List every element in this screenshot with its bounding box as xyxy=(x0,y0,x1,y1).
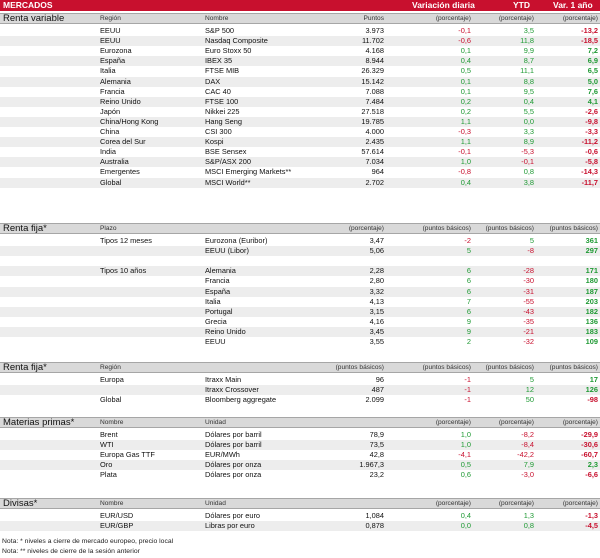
row-name: CSI 300 xyxy=(205,127,232,136)
row-annual: 7,2 xyxy=(587,46,598,56)
row-region: Brent xyxy=(100,430,118,439)
row-region: WTI xyxy=(100,440,114,450)
row-daily: -0,1 xyxy=(458,147,471,157)
row-ytd: 8,7 xyxy=(523,56,534,66)
row-level: 26.329 xyxy=(361,66,384,76)
row-level: 3,45 xyxy=(369,326,384,336)
row-ytd: 8,9 xyxy=(523,137,534,147)
row-level: 2.099 xyxy=(365,395,384,405)
header-daily: (porcentaje) xyxy=(435,419,471,426)
row-ytd: -43 xyxy=(523,306,534,316)
header-ytd: (porcentaje) xyxy=(498,419,534,426)
header-puntos: Puntos xyxy=(363,15,384,22)
rv-row xyxy=(0,26,600,36)
row-annual: 171 xyxy=(585,266,598,276)
row-level: 19.785 xyxy=(361,116,384,126)
row-name: Dólares por onza xyxy=(205,470,262,480)
row-level: 73,5 xyxy=(369,440,384,450)
row-daily: 9 xyxy=(466,316,471,326)
rf1-row xyxy=(0,256,600,266)
header-puntos: (puntos básicos) xyxy=(335,364,384,371)
row-name: Portugal xyxy=(205,306,233,316)
header-ytd: (porcentaje) xyxy=(498,15,534,22)
row-level: 4,16 xyxy=(369,316,384,326)
row-region: Japón xyxy=(100,106,121,116)
row-region: Eurozona xyxy=(100,46,132,56)
row-region: India xyxy=(100,147,117,157)
row-name: EEUU xyxy=(205,337,226,346)
row-name: CAC 40 xyxy=(205,86,231,96)
row-daily: -1 xyxy=(464,375,471,384)
row-annual: -29,9 xyxy=(581,430,598,439)
row-level: 27.518 xyxy=(361,106,384,116)
row-name: Dólares por barril xyxy=(205,440,262,450)
row-ytd: -8,2 xyxy=(521,430,534,439)
row-ytd: 5,5 xyxy=(523,106,534,116)
row-name: Dólares por barril xyxy=(205,430,262,439)
row-ytd: 12 xyxy=(525,385,534,395)
row-region: Francia xyxy=(100,86,125,96)
mp-row xyxy=(0,430,600,440)
mp-row xyxy=(0,470,600,480)
row-ytd: -30 xyxy=(523,276,534,286)
row-daily: 0,6 xyxy=(460,470,471,480)
row-region: EEUU xyxy=(100,36,121,46)
row-region: Global xyxy=(100,177,122,187)
row-level: 7.484 xyxy=(365,96,384,106)
row-name: Nikkei 225 xyxy=(205,106,240,116)
row-level: 3,15 xyxy=(369,306,384,316)
rv-row xyxy=(0,66,600,76)
mp-row xyxy=(0,440,600,450)
rf2-section-title: Renta fija* xyxy=(3,362,47,373)
row-daily: 6 xyxy=(466,266,471,276)
row-annual: 126 xyxy=(585,385,598,395)
row-name: Francia xyxy=(205,276,230,286)
row-annual: 183 xyxy=(585,326,598,336)
row-level: 3,47 xyxy=(369,236,384,245)
dv-header-row xyxy=(0,499,600,509)
row-annual: 4,1 xyxy=(587,96,598,106)
rv-row xyxy=(0,167,600,177)
row-daily: 1,0 xyxy=(460,430,471,439)
header-annual: (porcentaje) xyxy=(562,15,598,22)
row-annual: 6,9 xyxy=(587,56,598,66)
row-daily: 0,4 xyxy=(460,56,471,66)
rv-row xyxy=(0,56,600,66)
row-region: EEUU xyxy=(100,26,121,35)
row-annual: 6,5 xyxy=(587,66,598,76)
note-2: Nota: ** niveles de cierre de la sesión anterior xyxy=(2,548,140,555)
row-ytd: 0,4 xyxy=(523,96,534,106)
header-puntos: (porcentaje) xyxy=(348,225,384,232)
row-ytd: 3,3 xyxy=(523,127,534,136)
row-level: 15.142 xyxy=(361,76,384,86)
header-region: Región xyxy=(100,15,121,22)
row-level: 1.967,3 xyxy=(359,460,384,470)
row-name: Dólares por onza xyxy=(205,460,262,470)
row-ytd: -8 xyxy=(527,246,534,256)
row-name: FTSE MIB xyxy=(205,66,240,76)
row-name: Bloomberg aggregate xyxy=(205,395,277,405)
row-ytd: 50 xyxy=(525,395,534,405)
rf1-row xyxy=(0,317,600,327)
row-level: 78,9 xyxy=(369,430,384,439)
row-daily: 1,0 xyxy=(460,157,471,167)
row-daily: 7 xyxy=(466,296,471,306)
header-nombre: Nombre xyxy=(205,15,229,22)
row-level: 7.034 xyxy=(365,157,384,167)
row-daily: -0,1 xyxy=(458,26,471,35)
rv-row xyxy=(0,147,600,157)
row-name: MSCI Emerging Markets** xyxy=(205,167,292,177)
col-head-diaria: Variación diaria xyxy=(412,0,475,10)
row-ytd: 0,0 xyxy=(523,116,534,126)
header-nombre: Unidad xyxy=(205,419,226,426)
row-annual: -14,3 xyxy=(581,167,598,177)
row-region: EUR/USD xyxy=(100,511,134,520)
row-name: Reino Unido xyxy=(205,326,246,336)
row-annual: 7,6 xyxy=(587,86,598,96)
row-name: Italia xyxy=(205,296,221,306)
row-level: 964 xyxy=(371,167,384,177)
rf1-row xyxy=(0,236,600,246)
row-name: S&P 500 xyxy=(205,26,235,35)
row-ytd: 5 xyxy=(529,375,534,384)
row-region: Oro xyxy=(100,460,113,470)
row-level: 42,8 xyxy=(369,450,384,460)
row-annual: 187 xyxy=(585,286,598,296)
row-ytd: 3,5 xyxy=(523,26,534,35)
header-annual: (porcentaje) xyxy=(562,419,598,426)
row-level: 8.944 xyxy=(365,56,384,66)
header-region: Nombre xyxy=(100,500,124,507)
rv-row xyxy=(0,157,600,167)
header-region: Región xyxy=(100,364,121,371)
rv-section-title: Renta variable xyxy=(3,13,65,24)
row-ytd: -5,3 xyxy=(521,147,534,157)
row-name: Itraxx Main xyxy=(205,375,242,384)
row-name: Hang Seng xyxy=(205,116,242,126)
row-daily: -0,6 xyxy=(458,36,471,46)
rf1-row xyxy=(0,276,600,286)
row-daily: 0,2 xyxy=(460,96,471,106)
row-annual: -98 xyxy=(587,395,598,405)
header-daily: (porcentaje) xyxy=(435,500,471,507)
row-annual: 17 xyxy=(589,375,598,384)
row-ytd: -55 xyxy=(523,296,534,306)
row-region: Europa xyxy=(100,375,124,384)
row-name: Itraxx Crossover xyxy=(205,385,259,395)
row-daily: 6 xyxy=(466,286,471,296)
row-ytd: -21 xyxy=(523,326,534,336)
mp-section-title: Materias primas* xyxy=(3,417,75,428)
row-annual: 203 xyxy=(585,296,598,306)
row-level: 4,13 xyxy=(369,296,384,306)
row-daily: 0,1 xyxy=(460,86,471,96)
row-name: Dólares por euro xyxy=(205,511,261,520)
row-level: 57.614 xyxy=(361,147,384,157)
rv-row xyxy=(0,36,600,46)
header-ytd: (puntos básicos) xyxy=(485,364,534,371)
row-name: DAX xyxy=(205,76,221,86)
rf2-row xyxy=(0,395,600,405)
row-level: 11.702 xyxy=(361,36,384,46)
row-annual: 180 xyxy=(585,276,598,286)
row-daily: 6 xyxy=(466,306,471,316)
row-daily: 1,0 xyxy=(460,440,471,450)
row-ytd: 3,8 xyxy=(523,177,534,187)
row-annual: 109 xyxy=(585,337,598,346)
row-region: China xyxy=(100,127,120,136)
row-name: MSCI World** xyxy=(205,177,251,187)
dv-row xyxy=(0,521,600,531)
row-annual: -6,6 xyxy=(585,470,598,480)
dv-row xyxy=(0,511,600,521)
rv-row xyxy=(0,127,600,137)
row-name: EEUU (Libor) xyxy=(205,246,249,256)
row-level: 487 xyxy=(371,385,384,395)
row-region: EUR/GBP xyxy=(100,521,134,531)
mp-row xyxy=(0,450,600,460)
row-daily: 5 xyxy=(466,246,471,256)
row-name: Eurozona (Euribor) xyxy=(205,236,268,245)
row-level: 2.435 xyxy=(365,137,384,147)
row-level: 3,55 xyxy=(369,337,384,346)
col-head-anual: Var. 1 año xyxy=(553,0,593,10)
title-bar xyxy=(0,0,600,11)
rv-row xyxy=(0,107,600,117)
row-daily: 0,1 xyxy=(460,46,471,56)
row-daily: 1,1 xyxy=(460,116,471,126)
row-ytd: -35 xyxy=(523,316,534,326)
row-region: Alemania xyxy=(100,76,131,86)
row-level: 5,06 xyxy=(369,246,384,256)
row-level: 0,878 xyxy=(365,521,384,531)
row-annual: 361 xyxy=(585,236,598,245)
row-daily: -0,8 xyxy=(458,167,471,177)
row-daily: 6 xyxy=(466,276,471,286)
row-ytd: -28 xyxy=(523,266,534,276)
row-name: Libras por euro xyxy=(205,521,255,531)
row-annual: -11,7 xyxy=(581,177,598,187)
row-annual: -18,5 xyxy=(581,36,598,46)
row-annual: 182 xyxy=(585,306,598,316)
row-daily: -1 xyxy=(464,385,471,395)
page-title: MERCADOS xyxy=(3,0,53,10)
row-ytd: 11,8 xyxy=(520,36,534,46)
row-name: Euro Stoxx 50 xyxy=(205,46,252,56)
row-region: Tipos 12 meses xyxy=(100,236,152,245)
header-annual: (puntos básicos) xyxy=(549,225,598,232)
row-ytd: 7,9 xyxy=(523,460,534,470)
header-ytd: (puntos básicos) xyxy=(485,225,534,232)
rf1-row xyxy=(0,287,600,297)
row-annual: 297 xyxy=(585,246,598,256)
row-region: China/Hong Kong xyxy=(100,116,159,126)
rv-row xyxy=(0,77,600,87)
row-daily: 1,1 xyxy=(460,137,471,147)
row-level: 3,32 xyxy=(369,286,384,296)
row-name: Alemania xyxy=(205,266,236,276)
rv-row xyxy=(0,117,600,127)
row-name: Kospi xyxy=(205,137,224,147)
row-level: 2.702 xyxy=(365,177,384,187)
row-daily: -4,1 xyxy=(458,450,471,460)
row-annual: -1,3 xyxy=(585,511,598,520)
row-daily: 0,2 xyxy=(460,106,471,116)
rv-row xyxy=(0,46,600,56)
row-region: Italia xyxy=(100,66,116,76)
row-ytd: -3,0 xyxy=(521,470,534,480)
row-annual: -13,2 xyxy=(581,26,598,35)
rv-header-row xyxy=(0,14,600,24)
header-region: Nombre xyxy=(100,419,124,426)
header-daily: (puntos básicos) xyxy=(422,225,471,232)
row-daily: 0,4 xyxy=(460,177,471,187)
rv-row xyxy=(0,178,600,188)
row-region: Reino Unido xyxy=(100,96,141,106)
row-name: Nasdaq Composite xyxy=(205,36,268,46)
rf1-row xyxy=(0,246,600,256)
row-ytd: 5 xyxy=(529,236,534,245)
rv-row xyxy=(0,97,600,107)
rf2-header-row xyxy=(0,363,600,373)
row-annual: 2,3 xyxy=(587,460,598,470)
header-region: Plazo xyxy=(100,225,117,232)
row-level: 96 xyxy=(375,375,384,384)
row-ytd: 9,9 xyxy=(523,46,534,56)
row-name: BSE Sensex xyxy=(205,147,247,157)
row-daily: 0,5 xyxy=(460,66,471,76)
header-nombre: Unidad xyxy=(205,500,226,507)
row-region: Plata xyxy=(100,470,117,480)
row-region: España xyxy=(100,56,126,66)
row-name: IBEX 35 xyxy=(205,56,233,66)
row-level: 2,28 xyxy=(369,266,384,276)
rv-row xyxy=(0,137,600,147)
row-name: España xyxy=(205,286,231,296)
row-daily: -1 xyxy=(464,395,471,405)
row-ytd: 1,3 xyxy=(523,511,534,520)
row-level: 2,80 xyxy=(369,276,384,286)
row-ytd: -0,1 xyxy=(521,157,534,167)
row-ytd: 9,5 xyxy=(523,86,534,96)
row-annual: 5,0 xyxy=(587,76,598,86)
row-annual: -4,5 xyxy=(585,521,598,531)
row-ytd: 0,8 xyxy=(523,167,534,177)
header-ytd: (porcentaje) xyxy=(498,500,534,507)
rf1-row xyxy=(0,266,600,276)
row-level: 4.000 xyxy=(365,127,384,136)
row-annual: -9,8 xyxy=(585,116,598,126)
note-1: Nota: * niveles a cierre de mercado europeo, precio local xyxy=(2,538,174,545)
row-name: FTSE 100 xyxy=(205,96,239,106)
row-region: Global xyxy=(100,395,122,405)
row-daily: -0,3 xyxy=(458,127,471,136)
rf1-row xyxy=(0,337,600,347)
row-ytd: -8,4 xyxy=(521,440,534,450)
row-region: Australia xyxy=(100,157,129,167)
rf1-row xyxy=(0,307,600,317)
row-annual: -60,7 xyxy=(581,450,598,460)
row-ytd: -32 xyxy=(523,337,534,346)
row-daily: 0,5 xyxy=(460,460,471,470)
mp-row xyxy=(0,460,600,470)
rv-row xyxy=(0,87,600,97)
row-annual: -2,6 xyxy=(585,106,598,116)
row-region: Tipos 10 años xyxy=(100,266,147,276)
col-head-ytd: YTD xyxy=(513,0,530,10)
rf2-row xyxy=(0,375,600,385)
rf1-section-title: Renta fija* xyxy=(3,223,47,234)
row-daily: 2 xyxy=(466,337,471,346)
row-annual: 136 xyxy=(585,316,598,326)
row-level: 7.088 xyxy=(365,86,384,96)
row-level: 3.973 xyxy=(365,26,384,35)
row-region: Emergentes xyxy=(100,167,140,177)
rf1-header-row xyxy=(0,224,600,234)
header-annual: (porcentaje) xyxy=(562,500,598,507)
header-annual: (puntos básicos) xyxy=(549,364,598,371)
row-ytd: 8,8 xyxy=(523,76,534,86)
row-name: S&P/ASX 200 xyxy=(205,157,252,167)
row-daily: -2 xyxy=(464,236,471,245)
row-annual: -30,6 xyxy=(581,440,598,450)
row-level: 23,2 xyxy=(369,470,384,480)
row-level: 1,084 xyxy=(365,511,384,520)
rf1-row xyxy=(0,297,600,307)
row-name: EUR/MWh xyxy=(205,450,240,460)
row-annual: -11,2 xyxy=(581,137,598,147)
dv-section-title: Divisas* xyxy=(3,498,38,509)
rf2-row xyxy=(0,385,600,395)
row-region: Corea del Sur xyxy=(100,137,146,147)
row-daily: 9 xyxy=(466,326,471,336)
row-daily: 0,0 xyxy=(460,521,471,531)
row-annual: -3,3 xyxy=(585,127,598,136)
row-ytd: 11,1 xyxy=(520,66,534,76)
row-daily: 0,4 xyxy=(460,511,471,520)
rf1-row xyxy=(0,327,600,337)
header-daily: (puntos básicos) xyxy=(422,364,471,371)
row-ytd: -31 xyxy=(523,286,534,296)
row-ytd: 0,8 xyxy=(523,521,534,531)
row-annual: -5,8 xyxy=(585,157,598,167)
row-region: Europa Gas TTF xyxy=(100,450,155,460)
row-level: 4.168 xyxy=(365,46,384,56)
row-name: Grecia xyxy=(205,316,227,326)
row-daily: 0,1 xyxy=(460,76,471,86)
row-annual: -0,6 xyxy=(585,147,598,157)
row-ytd: -42,2 xyxy=(517,450,534,460)
mp-header-row xyxy=(0,418,600,428)
header-daily: (porcentaje) xyxy=(435,15,471,22)
